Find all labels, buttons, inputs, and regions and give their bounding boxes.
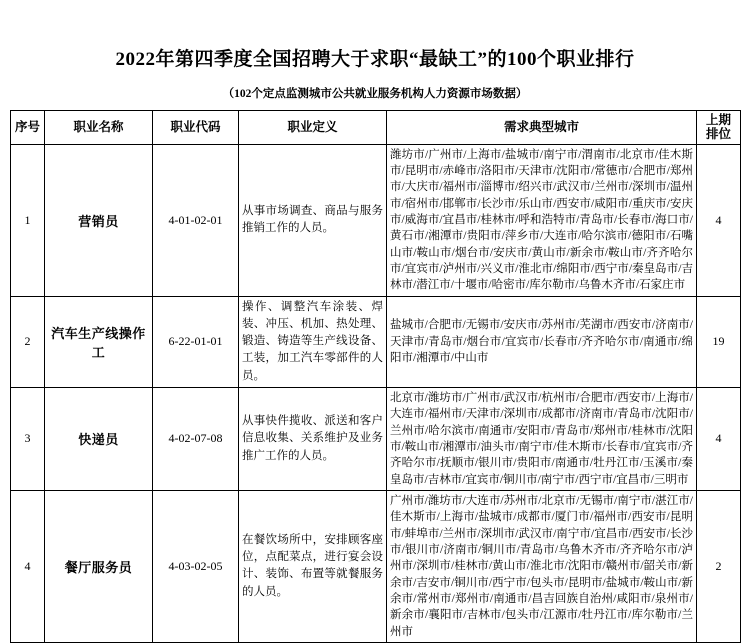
cell-demand-cities: 潍坊市/广州市/上海市/盐城市/南宁市/渭南市/北京市/佳木斯市/昆明市/赤峰市/洛阳市/天津市/沈阳市/常德市/合肥市/郑州市/大庆市/福州市/淄博市/绍兴市/武汉市/兰州市/深圳市/温州市/宿州市/邯郸市/长沙市/乐山市/西安市/咸阳市/重庆市/安庆市/威海市/宜昌市/桂林市/呼和浩特市/青岛市/长春市/海口市/黄石市/湘潭市/贵阳市/萍乡市/大连市/哈尔滨市/德阳市/石嘴山市/鞍山市/烟台市/安庆市/黄山市/新余市/鞍山市/齐齐哈尔市/宜宾市/泸州市/兴义市/淮北市/绵阳市/西宁市/秦皇岛市/吉林市/潜江市/十堰市/哈密市/库尔勒市/乌鲁木齐市/石家庄市 [387, 144, 697, 296]
column-header-name: 职业名称 [45, 111, 153, 145]
cell-occupation-code: 6-22-01-01 [153, 296, 239, 387]
cell-occupation-name: 营销员 [45, 144, 153, 296]
cell-occupation-code: 4-03-02-05 [153, 490, 239, 642]
cell-occupation-name: 快递员 [45, 387, 153, 490]
cell-previous-rank: 4 [697, 387, 741, 490]
cell-previous-rank: 4 [697, 144, 741, 296]
table-row [11, 296, 741, 387]
column-header-previous-rank [697, 111, 741, 145]
cell-demand-cities: 盐城市/合肥市/无锡市/安庆市/苏州市/芜湖市/西安市/济南市/天津市/青岛市/烟台市/宜宾市/长春市/齐齐哈尔市/南通市/绵阳市/湘潭市/中山市 [387, 296, 697, 387]
cell-occupation-definition: 从事快件揽收、派送和客户信息收集、关系维护及业务推广工作的人员。 [239, 387, 387, 490]
column-header-previous-rank-line1: 上期 [705, 113, 731, 127]
cell-seq: 1 [11, 144, 45, 296]
cell-seq: 3 [11, 387, 45, 490]
cell-previous-rank: 19 [697, 296, 741, 387]
cell-occupation-name: 汽车生产线操作工 [45, 296, 153, 387]
cell-occupation-code: 4-01-02-01 [153, 144, 239, 296]
table-row [11, 387, 741, 490]
cell-demand-cities: 北京市/潍坊市/广州市/武汉市/杭州市/合肥市/西安市/上海市/大连市/福州市/天津市/深圳市/成都市/济南市/青岛市/沈阳市/兰州市/哈尔滨市/南通市/安阳市/青岛市/郑州市/桂林市/沈阳市/鞍山市/湘潭市/油头市/南宁市/佳木斯市/长春市/宜宾市/齐齐哈尔市/抚顺市/银川市/贵阳市/南通市/牡丹江市/玉溪市/秦皇岛市/吉林市/宜宾市/铜川市/南宁市/西宁市/宜昌市/三明市 [387, 387, 697, 490]
column-header-definition: 职业定义 [239, 111, 387, 145]
cell-occupation-definition: 在餐饮场所中，安排顾客座位，点配菜点，进行宴会设计、装饰、布置等就餐服务的人员。 [239, 490, 387, 642]
document-page [0, 44, 750, 638]
cell-demand-cities: 广州市/潍坊市/大连市/苏州市/北京市/无锡市/南宁市/湛江市/佳木斯市/上海市/盐城市/成都市/厦门市/福州市/西安市/昆明市/蚌埠市/兰州市/深圳市/武汉市/南宁市/宜昌市/西安市/长沙市/银川市/济南市/铜川市/青岛市/乌鲁木齐市/齐齐哈尔市/泸州市/深圳市/桂林市/黄山市/淮北市/沈阳市/赣州市/韶关市/新余市/吉安市/铜川市/西宁市/包头市/昆明市/盐城市/鞍山市/新余市/常州市/郑州市/南通市/昌吉回族自治州/咸阳市/泉州市/新余市/襄阳市/吉林市/包头市/江源市/牡丹江市/库尔勒市/兰州市 [387, 490, 697, 642]
cell-occupation-definition: 操作、调整汽车涂装、焊装、冲压、机加、热处理、锻造、铸造等生产线设备、工装，加工汽车零部件的人员。 [239, 296, 387, 387]
cell-occupation-name: 餐厅服务员 [45, 490, 153, 642]
column-header-seq: 序号 [11, 111, 45, 145]
table-row [11, 490, 741, 642]
column-header-cities: 需求典型城市 [387, 111, 697, 145]
cell-seq: 4 [11, 490, 45, 642]
cell-occupation-code: 4-02-07-08 [153, 387, 239, 490]
cell-occupation-definition: 从事市场调查、商品与服务推销工作的人员。 [239, 144, 387, 296]
column-header-previous-rank-line2: 排位 [705, 127, 731, 142]
cell-seq: 2 [11, 296, 45, 387]
column-header-code: 职业代码 [153, 111, 239, 145]
page-title: 2022年第四季度全国招聘大于求职“最缺工”的100个职业排行 [115, 49, 635, 70]
table-header-row [11, 111, 741, 145]
page-subtitle: （102个定点监测城市公共就业服务机构人力资源市场数据） [222, 88, 528, 100]
occupation-ranking-table [10, 110, 741, 643]
cell-previous-rank: 2 [697, 490, 741, 642]
table-row [11, 144, 741, 296]
